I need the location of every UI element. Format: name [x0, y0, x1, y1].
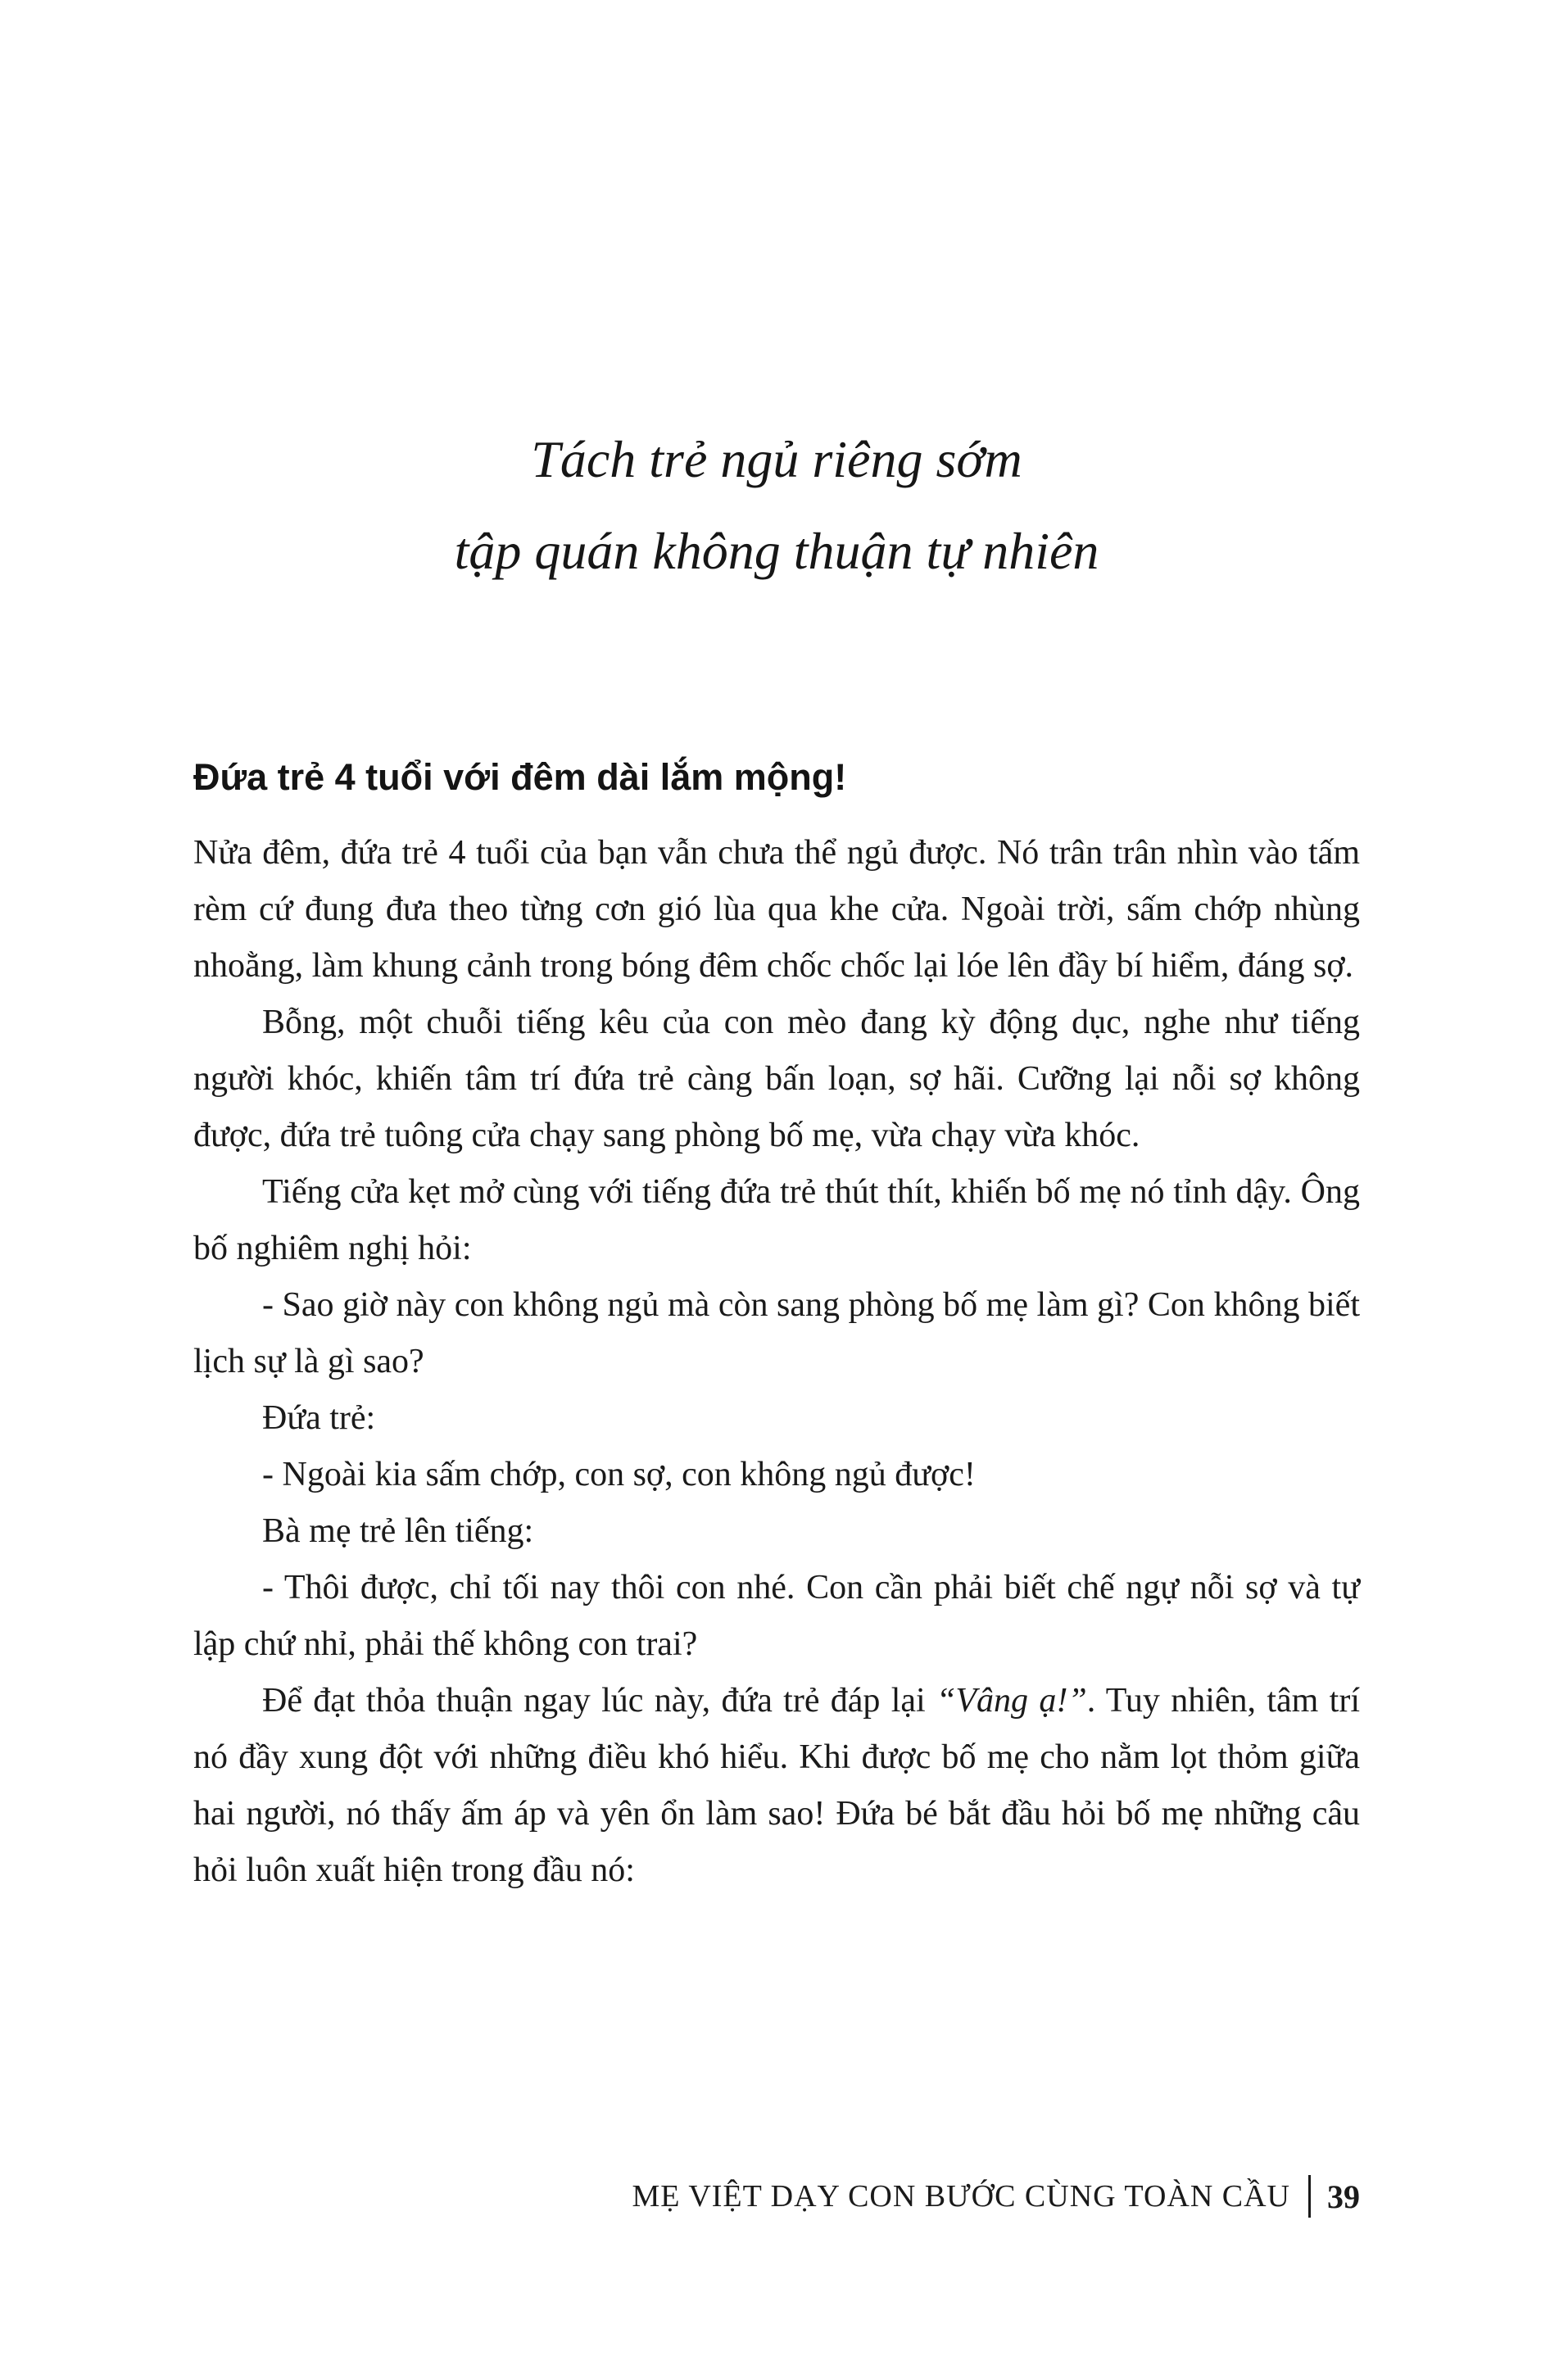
paragraph-segment: - Ngoài kia sấm chớp, con sợ, con không ngủ được!	[262, 1456, 976, 1493]
chapter-title-line2: tập quán không thuận tự nhiên	[454, 522, 1099, 580]
paragraph-segment: - Sao giờ này con không ngủ mà còn sang phòng bố mẹ làm gì? Con không biết lịch sự là gì sao?	[193, 1286, 1360, 1380]
paragraph	[193, 995, 1360, 1164]
page-content	[193, 0, 1360, 1899]
paragraph	[193, 1503, 1360, 1560]
paragraph-segment: - Thôi được, chỉ tối nay thôi con nhé. Con cần phải biết chế ngự nỗi sợ và tự lập chứ nhỉ, phải thế không con trai?	[193, 1569, 1360, 1663]
paragraph	[193, 825, 1360, 995]
chapter-title	[193, 414, 1360, 597]
paragraph-segment: Bỗng, một chuỗi tiếng kêu của con mèo đang kỳ động dục, nghe như tiếng người khóc, khiến tâm trí đứa trẻ càng bấn loạn, sợ hãi. Cưỡng lại nỗi sợ không được, đứa trẻ tuông cửa chạy sang phòng bố mẹ, vừa chạy vừa khóc.	[193, 1004, 1360, 1154]
chapter-title-line1: Tách trẻ ngủ riêng sớm	[531, 430, 1022, 488]
paragraph-italic-segment: “Vâng ạ!”	[936, 1682, 1087, 1720]
page-number: 39	[1327, 2177, 1360, 2215]
paragraph	[193, 1560, 1360, 1673]
paragraph-segment: Đứa trẻ:	[262, 1399, 376, 1437]
paragraph-segment: Tiếng cửa kẹt mở cùng với tiếng đứa trẻ thút thít, khiến bố mẹ nó tỉnh dậy. Ông bố nghiêm nghị hỏi:	[193, 1173, 1360, 1267]
paragraph-segment: . Tuy nhiên, tâm trí nó đầy xung đột với những điều khó hiểu. Khi được bố mẹ cho nằm lọt thỏm giữa hai người, nó thấy ấm áp và yên ổn làm sao! Đứa bé bắt đầu hỏi bố mẹ những câu hỏi luôn xuất hiện trong đầu nó:	[193, 1682, 1360, 1889]
footer-divider	[1308, 2175, 1311, 2218]
paragraph	[193, 1390, 1360, 1447]
paragraph	[193, 1447, 1360, 1503]
paragraph	[193, 1673, 1360, 1899]
paragraph-segment: Bà mẹ trẻ lên tiếng:	[262, 1512, 534, 1550]
paragraph-segment: Nửa đêm, đứa trẻ 4 tuổi của bạn vẫn chưa thể ngủ được. Nó trân trân nhìn vào tấm rèm cứ đung đưa theo từng cơn gió lùa qua khe cửa. Ngoài trời, sấm chớp nhùng nhoằng, làm khung cảnh trong bóng đêm chốc chốc lại lóe lên đầy bí hiểm, đáng sợ.	[193, 834, 1360, 985]
paragraph	[193, 1164, 1360, 1277]
body-paragraphs	[193, 825, 1360, 1899]
section-heading: Đứa trẻ 4 tuổi với đêm dài lắm mộng!	[193, 756, 847, 798]
paragraph-segment: Để đạt thỏa thuận ngay lúc này, đứa trẻ đáp lại	[262, 1682, 937, 1720]
running-footer-book-title: MẸ VIỆT DẠY CON BƯỚC CÙNG TOÀN CẦU	[632, 2179, 1290, 2214]
page-footer	[632, 2175, 1360, 2218]
paragraph	[193, 1277, 1360, 1390]
